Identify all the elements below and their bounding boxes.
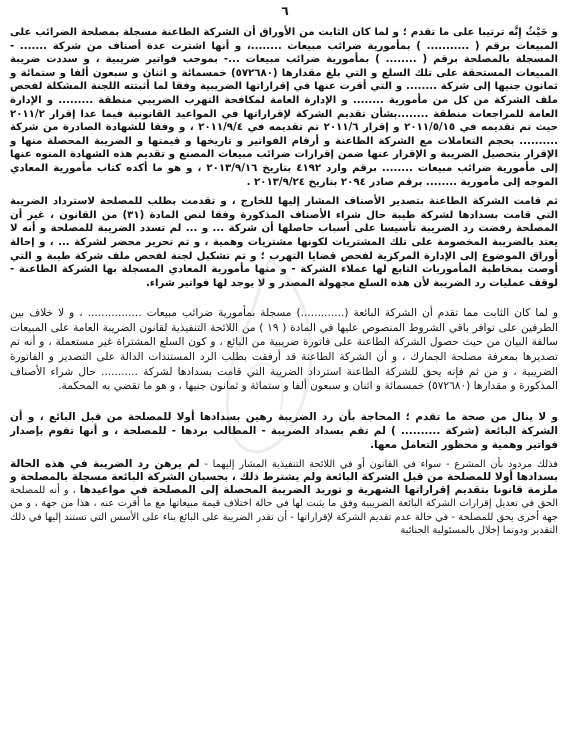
- paragraph-rebuttal: [10, 458, 558, 537]
- rebuttal-text-emphasis: لم يرهن رد الضريبة في هذه الحالة بسدادها أولا للمصلحة من قبل الشركة البائعة ولم يشترط ذلك ، بحسبان الشركة البائعة مسجلة بالمصلحة و ملزمة قانونا بتقديم إقراراتها الشهرية و توريد الضريبة المحصلة إلى المصلحة في مواعيدها: [10, 457, 558, 497]
- rebuttal-text-intro: فذلك مردود بأن المشرع - سواء في القانون أو في اللائحة التنفيذية المشار إليهما -: [199, 458, 558, 470]
- paragraph-facts: و حَيْثُ إِنَّه ترتيبا على ما تقدم ؛ و لما كان الثابت من الأوراق أن الشركة الطاعنة مسجلة بمصلحة الضرائب على المبيعات برقم ( ........... ) بمأمورية ضرائب مبيعات ........، و أنها اشترت عدة أصناف من شركة ....... - المسجلة بالمصلحة برقم ( ........ ) بمأمورية ضرائب مبيعات ...- بموجب فواتير ضريبية ، و سددت ضريبة المبيعات المستحقة على تلك السلع و التي بلغ مقدارها (٥٧٢٦٨٠) خمسمائة و اثنان و سبعون ألفا و ستمائة و ثمانون جنيها إلى شركة ........ و التي أقرت عنها في إقراراتها الضريبية وفقا لما أثبتته اللجنة المشكلة لفحص ملف الشركة من كل من مأمورية ........ و الإدارة العامة لمكافحة التهرب الضريبي منطقة ......... و الإدارة العامة للمراجعات منطقة ........بشأن تقديم الشركة لإقراراتها في المواعيد القانونية فيما عدا إقرار ٢٠١١/٢ حيث تم تقديمه في ٢٠١١/٥/١٥ و إقرار ٢٠١١/٦ تم تقديمه في ٢٠١١/٩/٤ ، و وفقا للشهادة الصادرة من شركة .......... بحجم التعاملات مع الشركة الطاعنة و أرقام الفواتير و تاريخها و قيمتها و الضريبة المحصلة منها و الإقرار بتحصيل الضريبة و الإقرار عنها ضمن إقرارات ضرائب مبيعات المصنع و تقديم هذه الشهادة المنوه عنها إلى مأمورية ضرائب مبيعات ........ برقم وارد ٤١٩٢ بتاريخ ٢٠١٣/٩/١٦ ، و هو ما أكده كتاب مأمورية المعادي الموجه إلى مأمورية ........ برقم صادر ٢٠٩٤ بتاريخ ٢٠١٣/٩/٢٤ .: [10, 27, 559, 188]
- paragraph-objection: و لا ينال من صحة ما تقدم ؛ المحاجة بأن رد الضريبة رهين بسدادها أولا للمصلحة من قبل البائع ، و أن الشركة البائعة (شركة .......... ) لم تقم بسداد الضريبة - المطالب بردها - للمصلحة ، و أنها تقوم بإصدار فواتير وهمية و محظور التعامل معها.: [10, 410, 558, 451]
- rebuttal-text-continuation: ، و أنه للمصلحة الحق في تعديل إقرارات الشركة البائعة الضريبية وفق ما يثبت لها في حالة اختلاف قيمة مبيعاتها مع ما أقرت عنه ، هذا من جهة ، و من جهة أخرى يحق للمصلحة - في حالة عدم تقديم الشركة لإقراراتها - أن تقدر الضريبة على البائع بناء على الأسس التي تستند إليها في ذلك التقدير ودونما إخلال بالمسئولية الجنائية: [10, 485, 558, 536]
- paragraph-export-refusal: ثم قامت الشركة الطاعنة بتصدير الأصناف المشار إليها للخارج ، و تقدمت بطلب للمصلحة لاسترداد الضريبة التي قامت بسدادها لشركة طيبة حال شراء الأصناف المذكورة وفقا لنص المادة (٣١) من القانون ، غير أن المصلحة رفضت رد الضريبة تأسيسا على أسباب حاصلها أن شركة ... و ... لم تسدد الضريبة للمصلحة و أنه لا يعتد بالضريبة المخصومة على تلك المشتريات لكونها مشتريات وهمية ، و تم تحرير محضر لشركة ... ، و إحالة أوراق الموضوع إلى الإدارة المركزية لفحص قضايا التهرب ؛ و تم تشكيل لجنة لفحص ملف شركة طيبة و التي أوصت بمخاطبة المأموريات التابع لها عملاء الشركة - و منها مأمورية المعادي المسجلة بها الشركة الطاعنة - لوقف عمليات رد الضريبة لأن هذه السلع مجهولة المصدر و لا يوجد لها فواتير شراء.: [10, 196, 558, 289]
- page-number: ٦: [281, 4, 289, 18]
- paragraph-court-finding: و لما كان الثابت مما تقدم أن الشركة البائعة (.............) مسجلة بمأمورية ضرائب مبيعات ................ ، و لا خلاف بين الطرفين على توافر باقي الشروط المنصوص عليها في المادة ( ١٩ ) من اللائحة التنفيذية لقانون الضريبة العامة على المبيعات سالفة البيان من حيث حصول الشركة الطاعنة على فاتورة ضريبية من البائع ، و كون السلع المشتراة غير مستعملة ، و أنه تم تصديرها بمعرفة مصلحة الجمارك ، و أن الشركة الطاعنة قد أرفقت بطلب الرد المستندات الدالة على التصدير و الفاتورة الضريبية ، و من ثم فإنه يحق للشركة الطاعنة استرداد الضريبة التي قامت بسدادها لشركة ........... حال شراء الأصناف المذكورة و مقدارها (٥٧٢٦٨٠) خمسمائة و اثنان و سبعون ألفا و ستمائة و ثمانون جنيها ، و هو ما تقضي به المحكمة.: [10, 307, 558, 393]
